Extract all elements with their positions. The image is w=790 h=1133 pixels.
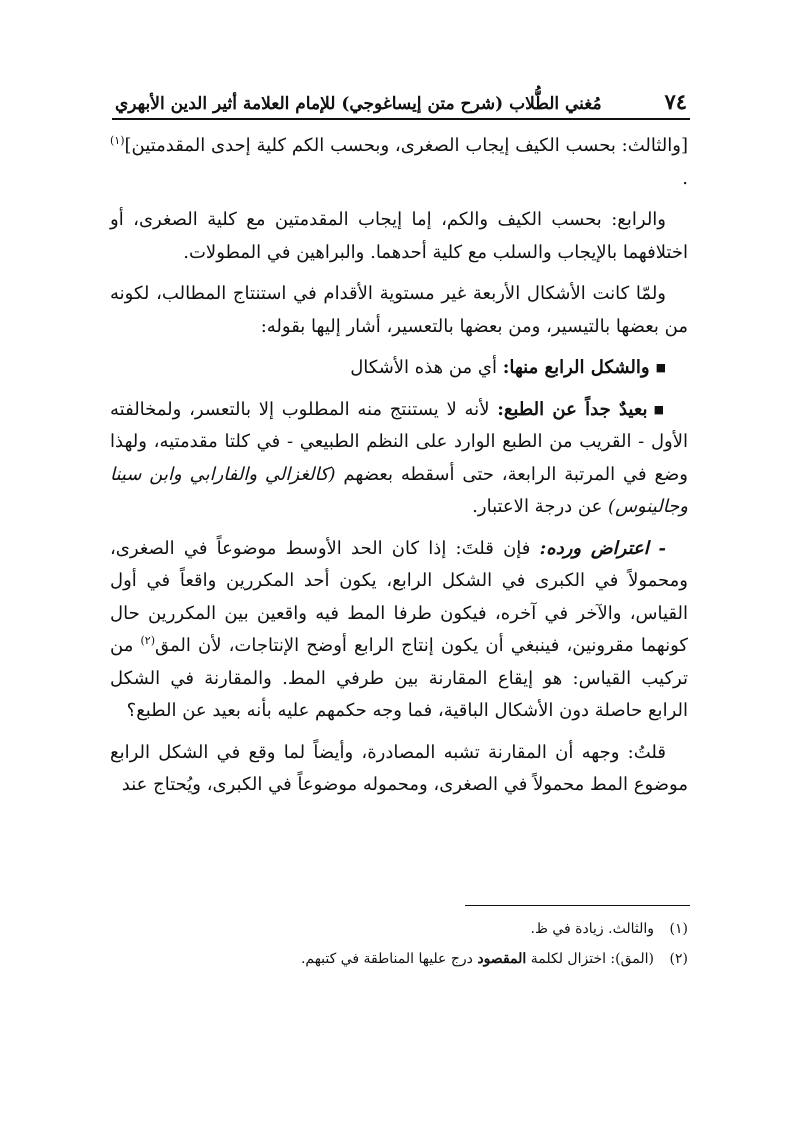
paragraph-text: لأنه لا يستنتج منه المطلوب إلا بالتعسر، ولمخالفته الأول - القريب من الطبع الوارد على النظم الطبيعي - في كلتا مقدمتيه، ولهذا وضع في المرتبة الرابعة، حتى أسقطه بعضهم	[110, 398, 688, 485]
header-rule	[112, 118, 690, 120]
footnote-reference-2: (٢)	[140, 634, 155, 647]
footnote-1	[130, 914, 688, 944]
paragraph-fourth-figure-lemma	[110, 352, 688, 385]
matn-lemma: والشكل الرابع منها:	[502, 357, 650, 378]
footnote-text-end: درج عليها المناطقة في كتبهم.	[300, 951, 478, 967]
objection-label: - اعتراض ورده:	[539, 537, 666, 559]
square-bullet-icon: ■	[655, 361, 666, 374]
paragraph-text: والرابع: بحسب الكيف والكم، إما إيجاب المقدمتين مع كلية الصغرى، أو اختلافهما بالإيجاب والسلب مع كلية أحدهما. والبراهين في المطولات.	[110, 209, 688, 263]
page-number: ٧٤	[664, 89, 687, 114]
scholar-names: (كالغزالي والفارابي وابن سينا وجالينوس)	[110, 463, 688, 517]
paragraph-fourth-condition	[110, 204, 688, 269]
paragraph-text: أي من هذه الأشكال	[350, 357, 503, 378]
footnote-text	[301, 944, 654, 974]
paragraph-end: .	[682, 167, 688, 189]
footnote-2	[130, 944, 688, 974]
main-text	[110, 130, 688, 811]
footnote-separator	[465, 905, 690, 906]
footnote-reference-1: (١)	[110, 134, 125, 147]
footnote-text: والثالث. زيادة في ظ.	[530, 921, 654, 937]
footnotes	[130, 914, 688, 974]
paragraph-text-end: من تركيب القياس: هو إيقاع المقارنة بين طرفي المط. والمقارنة في الشكل الرابع حاصلة دون الأشكال الباقية، فما وجه حكمهم عليه بأنه بعيد عن الطبع؟	[110, 635, 688, 721]
footnote-text-start: (المق): اختزال لكلمة	[526, 951, 654, 967]
running-header	[115, 80, 687, 114]
square-bullet-icon: ■	[653, 402, 666, 416]
matn-lemma: بعيدٌ جداً عن الطبع:	[497, 398, 648, 420]
paragraph-text: [والثالث: بحسب الكيف إيجاب الصغرى، وبحسب الكم كلية إحدى المقدمتين]	[124, 135, 688, 156]
paragraph-third-condition	[110, 130, 688, 195]
paragraph-text: فإن قلتَ: إذا كان الحد الأوسط موضوعاً في الصغرى، ومحمولاً في الكبرى في الشكل الرابع، يكون أحد المكررين واقعاً في أول القياس، والآخر في آخره، فيكون طرفا المط فيه واقعين بين المكررين حال كونهما مقرونين، فينبغي أن يكون إنتاج الرابع أوضح الإنتاجات، لأن المق	[110, 537, 688, 656]
paragraph-reply	[110, 737, 688, 802]
paragraph-text: قلتُ: وجهه أن المقارنة تشبه المصادرة، وأيضاً لما وقع في الشكل الرابع موضوع المط محمولاً في الصغرى، ومحموله موضوعاً في الكبرى، ويُحتاج عند	[110, 741, 688, 795]
paragraph-text-end: عن درجة الاعتبار.	[472, 496, 609, 517]
running-title: مُغني الطُّلاب (شرح متن إيساغوجي) للإمام العلامة أثير الدين الأبهري	[115, 94, 602, 114]
paragraph-text: ولمّا كانت الأشكال الأربعة غير مستوية الأقدام في استنتاج المطالب، لكونه من بعضها بالتيسير، ومن بعضها بالتعسير، أشار إليها بقوله:	[110, 283, 688, 337]
footnote-marker: (٢)	[669, 951, 688, 967]
paragraph-objection	[110, 533, 688, 728]
paragraph-figures-intro	[110, 278, 688, 343]
footnote-bold-word: المقصود	[477, 951, 527, 967]
paragraph-far-from-nature	[110, 394, 688, 524]
footnote-marker: (١)	[669, 921, 688, 937]
